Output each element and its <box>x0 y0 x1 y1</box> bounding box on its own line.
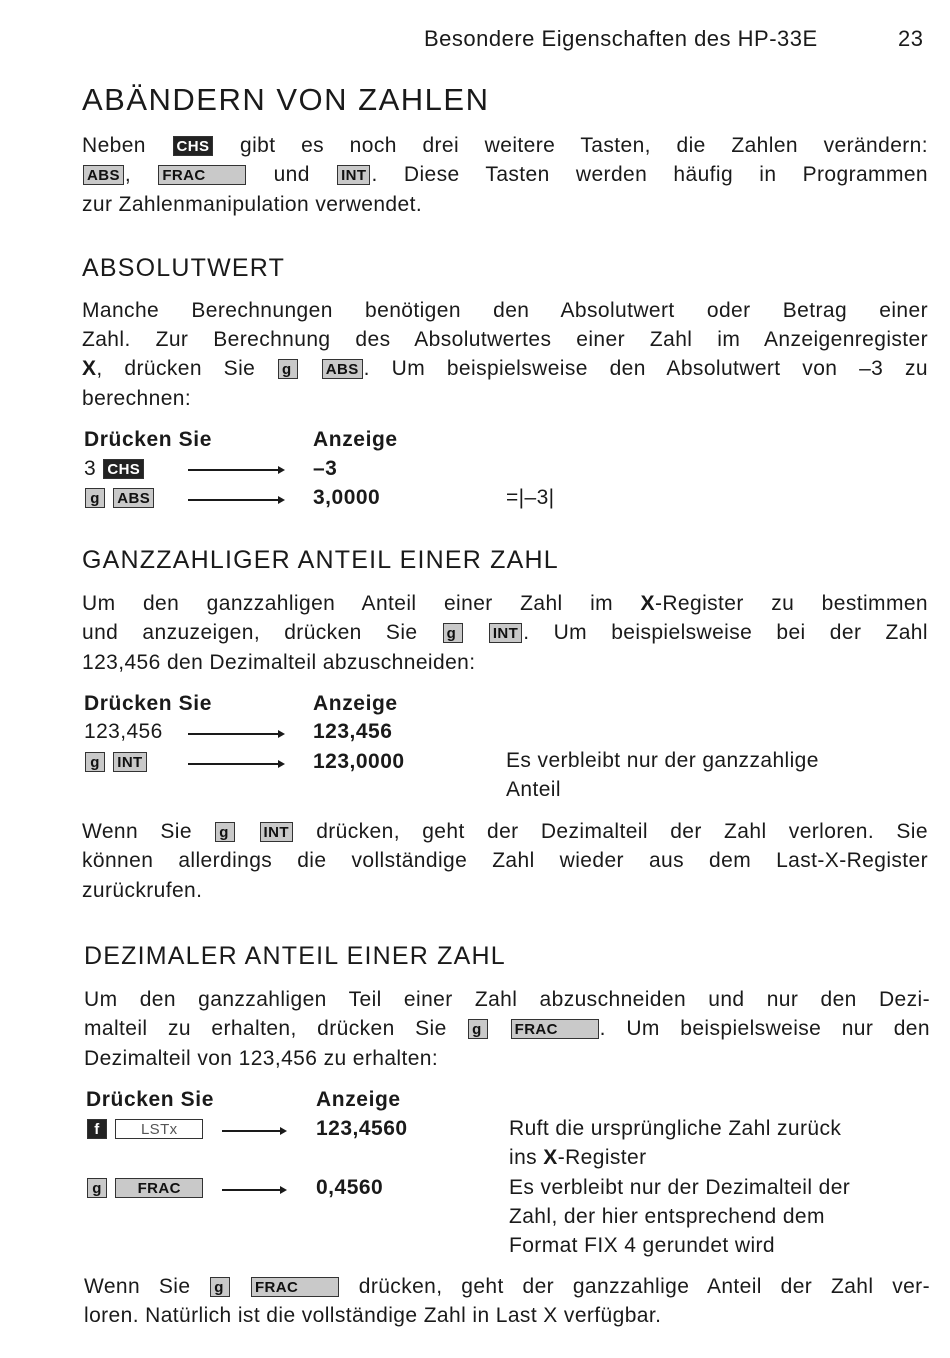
running-title: Besondere Eigenschaften des HP-33E <box>424 26 818 51</box>
key-g: g <box>210 1277 230 1297</box>
frac-line-1: Um den ganzzahligen Teil einer Zahl abzuschneiden und nur den Dezi- <box>84 988 930 1011</box>
key-g: g <box>278 359 298 379</box>
int-para-line-1: Wenn Sie g INT drücken, geht der Dezimalteil der Zahl verloren. Sie <box>82 820 928 843</box>
abs-line-1: Manche Berechnungen benötigen den Absolutwert oder Betrag einer <box>82 299 928 322</box>
key-g: g <box>215 822 235 842</box>
page-title: ABÄNDERN VON ZAHLEN <box>82 82 490 117</box>
key-g: g <box>85 488 105 508</box>
section-heading-frac: DEZIMALER ANTEIL EINER ZAHL <box>84 942 506 970</box>
col-header-display: Anzeige <box>313 692 398 715</box>
key-g: g <box>87 1178 107 1198</box>
frac-para-line-1: Wenn Sie g FRAC drücken, geht der ganzzahlige Anteil der Zahl ver- <box>84 1275 930 1298</box>
section-heading-int: GANZZAHLIGER ANTEIL EINER ZAHL <box>82 546 559 574</box>
abs-row-1: 3 CHS <box>84 457 145 481</box>
frac-result-2: 0,4560 <box>316 1176 384 1199</box>
intro-line-1: Neben CHS gibt es noch drei weitere Tasten, die Zahlen verändern: <box>82 134 928 157</box>
frac-note-1b: ins X-Register <box>509 1146 647 1169</box>
col-header-display: Anzeige <box>313 428 398 451</box>
abs-line-2: Zahl. Zur Berechnung des Absolutwertes einer Zahl im Anzeigenregister <box>82 328 928 351</box>
int-para-line-3: zurückrufen. <box>82 879 203 902</box>
section-heading-abs: ABSOLUTWERT <box>82 254 286 282</box>
int-line-1: Um den ganzzahligen Anteil einer Zahl im X-Register zu bestimmen <box>82 592 928 615</box>
key-g: g <box>85 752 105 772</box>
key-int: INT <box>113 752 146 772</box>
int-note-2: Anteil <box>506 778 561 801</box>
arrow <box>222 1186 287 1194</box>
key-abs: ABS <box>113 488 154 508</box>
int-result-2: 123,0000 <box>313 750 405 773</box>
int-row-2 <box>84 750 148 774</box>
key-frac: FRAC <box>511 1019 599 1039</box>
key-f: f <box>87 1119 107 1139</box>
int-line-2: und anzuzeigen, drücken Sie g INT . Um beispielsweise bei der Zahl <box>82 621 928 644</box>
frac-para-line-2: loren. Natürlich ist die vollständige Zahl in Last X verfügbar. <box>84 1304 662 1327</box>
intro-line-3: zur Zahlenmanipulation verwendet. <box>82 193 423 216</box>
arrow <box>188 730 285 738</box>
frac-line-3: Dezimalteil von 123,456 zu erhalten: <box>84 1047 439 1070</box>
key-frac: FRAC <box>115 1178 203 1198</box>
frac-note-2b: Zahl, der hier entsprechend dem <box>509 1205 825 1228</box>
arrow <box>222 1127 287 1135</box>
key-g: g <box>443 623 463 643</box>
frac-row-2 <box>86 1176 204 1200</box>
frac-line-2: malteil zu erhalten, drücken Sie g FRAC . Um beispielsweise nur den <box>84 1017 930 1040</box>
intro-line-2: ABS , FRAC und INT . Diese Tasten werden häufig in Programmen <box>82 160 928 190</box>
key-g: g <box>468 1019 488 1039</box>
arrow <box>188 760 285 768</box>
frac-note-1a: Ruft die ursprüngliche Zahl zurück <box>509 1117 842 1140</box>
key-int: INT <box>337 165 370 185</box>
page-number: 23 <box>898 26 924 51</box>
col-header-display: Anzeige <box>316 1088 401 1111</box>
key-int: INT <box>260 822 293 842</box>
abs-line-3: X, drücken Sie g ABS . Um beispielsweise den Absolutwert von –3 zu <box>82 357 928 380</box>
col-header-press: Drücken Sie <box>84 692 212 715</box>
key-chs: CHS <box>103 459 144 479</box>
int-row-1-input: 123,456 <box>84 720 163 743</box>
abs-result-2: 3,0000 <box>313 486 381 509</box>
arrow <box>188 466 285 474</box>
int-line-3: 123,456 den Dezimalteil abzuschneiden: <box>82 651 476 674</box>
key-chs: CHS <box>173 136 214 156</box>
frac-note-2c: Format FIX 4 gerundet wird <box>509 1234 775 1257</box>
frac-result-1: 123,4560 <box>316 1117 408 1140</box>
key-lstx: LSTx <box>115 1119 203 1139</box>
key-int: INT <box>489 623 522 643</box>
abs-note: =|–3| <box>506 486 555 509</box>
key-abs: ABS <box>322 359 363 379</box>
key-frac: FRAC <box>158 165 246 185</box>
frac-row-1 <box>86 1117 204 1141</box>
col-header-press: Drücken Sie <box>84 428 212 451</box>
key-frac: FRAC <box>251 1277 339 1297</box>
key-abs: ABS <box>83 165 124 185</box>
arrow <box>188 496 285 504</box>
abs-result-1: –3 <box>313 457 338 480</box>
abs-line-4: berechnen: <box>82 387 192 410</box>
frac-note-2a: Es verbleibt nur der Dezimalteil der <box>509 1176 851 1199</box>
int-note-1: Es verbleibt nur der ganzzahlige <box>506 749 819 772</box>
abs-row-2 <box>84 486 155 510</box>
col-header-press: Drücken Sie <box>86 1088 214 1111</box>
int-result-1: 123,456 <box>313 720 393 743</box>
int-para-line-2: können allerdings die vollständige Zahl wieder aus dem Last-X-Register <box>82 849 928 872</box>
